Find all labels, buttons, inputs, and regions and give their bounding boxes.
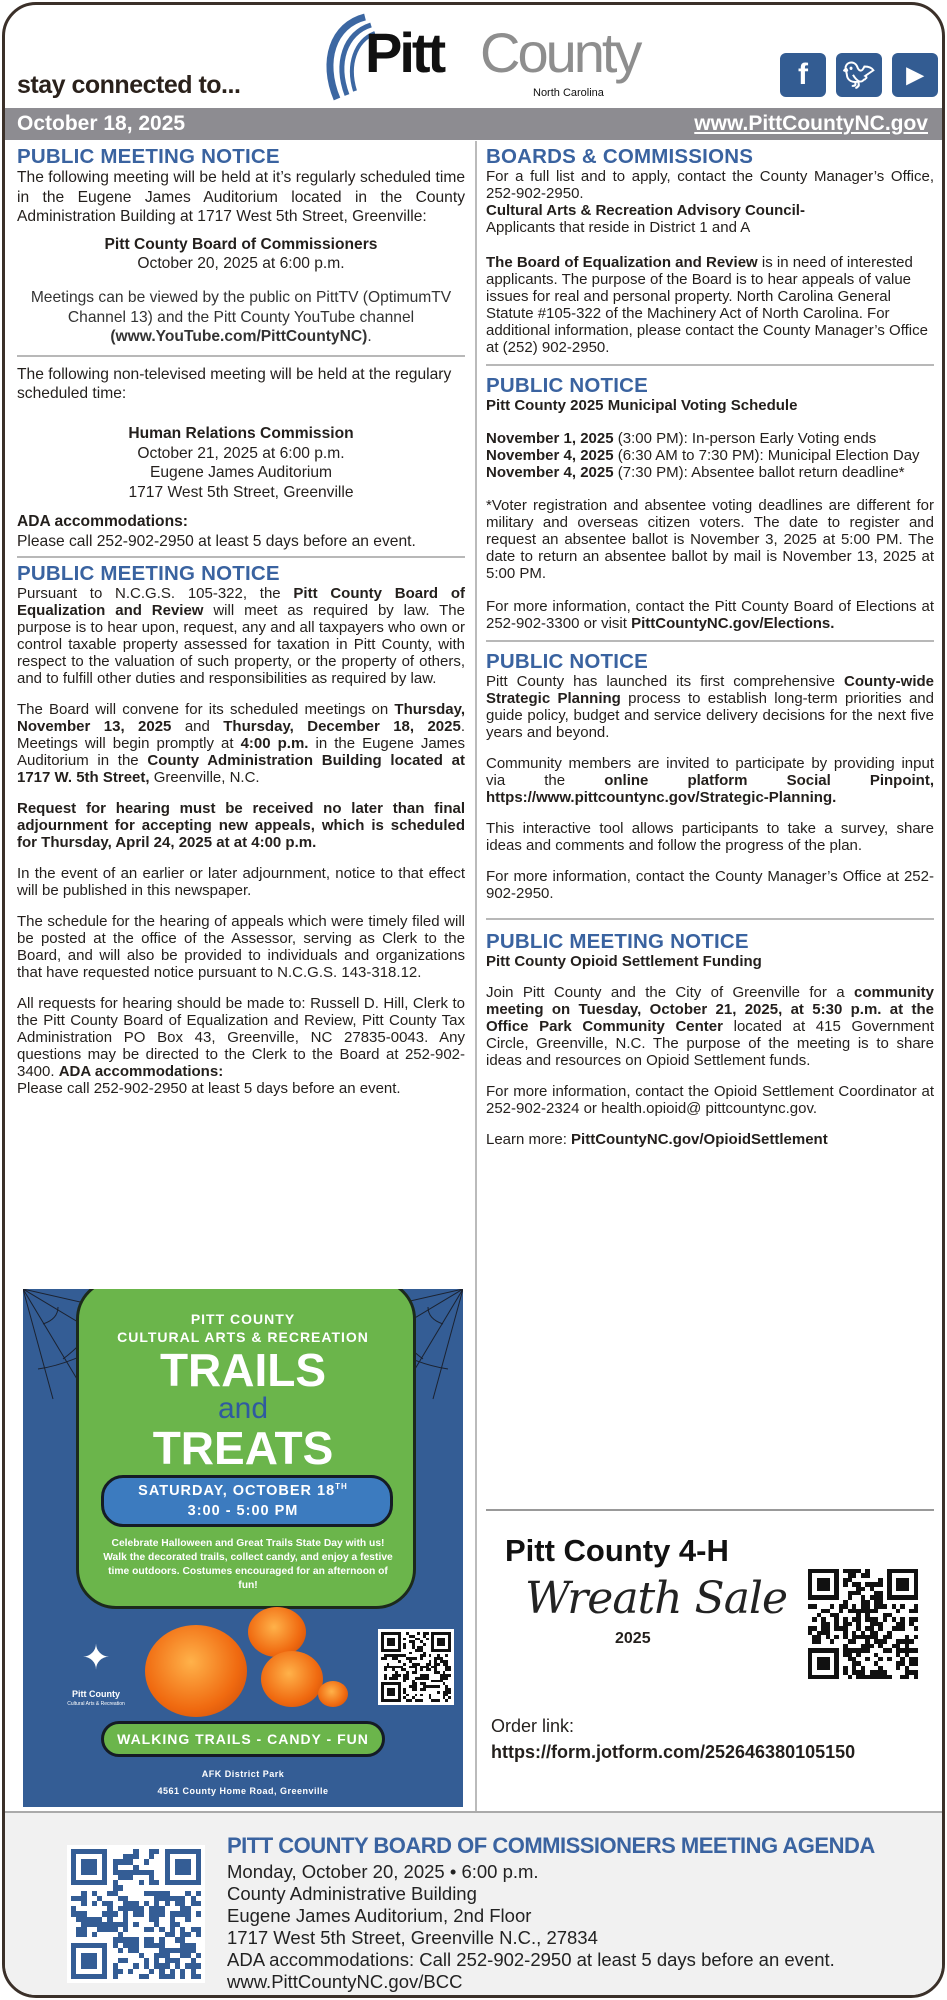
logo-state: North Carolina bbox=[533, 87, 604, 99]
t: All requests for hearing should be made to: Russell D. Hill, Clerk to the Pitt County Board of Equalization and Review, Pitt County Tax Administration PO Box 43, Greenville, NC 27835-0043. Any questions may be directed to the Clerk to the Board at 252-902-3400. bbox=[17, 994, 465, 1080]
t: Cultural Arts & Recreation Advisory Council- bbox=[486, 202, 805, 219]
tagline: stay connected to... bbox=[17, 71, 241, 99]
hrc-address: 1717 West 5th Street, Greenville bbox=[128, 483, 354, 501]
issue-date: October 18, 2025 bbox=[17, 112, 186, 135]
t: located at 415 Government Circle, Greenville, N.C. The purpose of the meeting is to share ideas and resources on Opioid Settlement funds. bbox=[486, 1018, 934, 1069]
flyer-date: SATURDAY, OCTOBER 18 bbox=[138, 1483, 336, 1499]
hrc-place: Eugene James Auditorium bbox=[149, 464, 333, 482]
section-heading: PUBLIC NOTICE bbox=[486, 650, 649, 673]
strategic-planning-link[interactable]: online platform Social Pinpoint, https://www.pittcountync.gov/Strategic-Planning. bbox=[486, 772, 934, 806]
agenda-line: Monday, October 20, 2025 • 6:00 p.m. bbox=[227, 1861, 539, 1882]
divider bbox=[17, 355, 465, 357]
section-heading: PUBLIC NOTICE bbox=[486, 374, 649, 397]
pumpkin-icon bbox=[318, 1681, 348, 1707]
ada-text: Please call 252-902-2950 at least 5 days before an event. bbox=[17, 532, 416, 550]
flyer-title-and: and bbox=[217, 1392, 269, 1425]
boards-and-commissions bbox=[486, 145, 934, 366]
qr-code[interactable] bbox=[67, 1845, 205, 1983]
t: (3:00 PM): In-person Early Voting ends bbox=[613, 430, 877, 447]
agenda-title: PITT COUNTY BOARD OF COMMISSIONERS MEETING AGENDA bbox=[227, 1833, 875, 1858]
t: The Board of Equalization and Review bbox=[486, 254, 758, 271]
t: *Voter registration and absentee voting deadlines are different for military and overseas citizen voters. The date to register and request an absentee ballot is November 3, 2025 at 5:00 PM. The date to return an absentee ballot by mail is November 13, 2025 at 5:00 PM. bbox=[486, 497, 934, 582]
divider bbox=[17, 556, 465, 558]
wreath-title: Pitt County 4-H bbox=[505, 1533, 729, 1568]
t: will meet as required by law. The purpose is to hear upon, request, any and all taxpayers who own or control taxable property assessed for taxation in Pitt County, with respect to the valuation of such property, or the property of others, and to fulfill other duties and responsibilities as required by law. bbox=[17, 601, 465, 687]
pumpkin-icon bbox=[145, 1625, 247, 1717]
pitt-county-logo[interactable] bbox=[315, 11, 645, 103]
agenda-line: County Administrative Building bbox=[227, 1883, 477, 1904]
public-meeting-notice-2 bbox=[17, 562, 465, 1097]
t: (7:30 PM): Absentee ballot return deadline* bbox=[613, 464, 905, 481]
pumpkin-icon bbox=[248, 1607, 306, 1657]
newsletter-page bbox=[2, 2, 945, 1998]
meeting-name: Pitt County Board of Commissioners bbox=[104, 235, 378, 253]
flyer-description: Celebrate Halloween and Great Trails State Day with us! Walk the decorated trails, collect candy, and enjoy a festive time outdoors. Costumes encouraged for an afternoon of fun! bbox=[103, 1538, 393, 1591]
agenda-line: ADA accommodations: Call 252-902-2950 at least 5 days before an event. bbox=[227, 1949, 835, 1970]
period: . bbox=[367, 328, 372, 346]
t: Learn more: bbox=[486, 1131, 572, 1148]
trails-and-treats-flyer bbox=[23, 1289, 463, 1807]
flyer-tagline: WALKING TRAILS - CANDY - FUN bbox=[117, 1731, 369, 1747]
twitter-icon[interactable]: 🐦︎ bbox=[836, 53, 882, 97]
t: Pitt County Board of Equalization and Review bbox=[17, 584, 465, 619]
ada-label: ADA accommodations: bbox=[17, 513, 188, 531]
order-link[interactable]: https://form.jotform.com/252646380105150 bbox=[491, 1742, 856, 1762]
youtube-link[interactable]: (www.YouTube.com/PittCountyNC) bbox=[110, 328, 368, 346]
t: The Board will convene for its scheduled meetings on bbox=[17, 700, 395, 718]
t: Join Pitt County and the City of Greenville for a bbox=[486, 984, 854, 1001]
flyer-title: TRAILS bbox=[159, 1344, 327, 1396]
divider bbox=[486, 364, 934, 366]
hearing-deadline: Request for hearing must be received no later than final adjournment for accepting new appeals, which is scheduled for Thursday, April 24, 2025 at at 4:00 p.m. bbox=[17, 799, 465, 851]
wreath-year: 2025 bbox=[615, 1630, 651, 1647]
tree-logo-icon: ✦ bbox=[81, 1639, 111, 1677]
t: ADA accommodations: bbox=[58, 1062, 224, 1080]
section-subheading: Pitt County Opioid Settlement Funding bbox=[486, 953, 762, 970]
t: (6:30 AM to 7:30 PM): Municipal Election Day bbox=[613, 447, 920, 464]
notice-intro: The following meeting will be held at it’s regularly scheduled time in the Eugene James Auditorium located in the County Administration Building at 1717 West 5th Street, Greenville: bbox=[17, 169, 465, 226]
t: November 4, 2025 bbox=[486, 447, 614, 464]
elections-link[interactable]: PittCountyNC.gov/Elections. bbox=[631, 615, 835, 632]
t: Applicants that reside in District 1 and A bbox=[486, 219, 751, 236]
flyer-org: CULTURAL ARTS & RECREATION bbox=[117, 1329, 369, 1345]
flyer-logo-name: Pitt County bbox=[72, 1689, 120, 1699]
t: For more information, contact the Opioid Settlement Coordinator at 252-902-2324 or health.opioid@ pittcountync.gov. bbox=[486, 1083, 934, 1117]
agenda-line: 1717 West 5th Street, Greenville N.C., 27834 bbox=[227, 1927, 598, 1948]
qr-code[interactable] bbox=[808, 1569, 918, 1679]
t: 4:00 p.m. bbox=[240, 734, 309, 752]
opioid-link[interactable]: PittCountyNC.gov/OpioidSettlement bbox=[571, 1131, 828, 1148]
qr-module bbox=[448, 1699, 451, 1702]
t: The schedule for the hearing of appeals which were timely filed will be posted at the office of the Assessor, serving as Clerk to the Board, and will also be provided to individuals and organizations that have requested notice pursuant to N.C.G.S. 143-318.12. bbox=[17, 912, 465, 981]
divider bbox=[486, 640, 934, 642]
viewing-text: Meetings can be viewed by the public on PittTV (OptimumTV Channel 13) and the Pitt County YouTube channel bbox=[30, 288, 452, 326]
t: in the Eugene James Auditorium in the bbox=[17, 734, 466, 769]
t: For more information, contact the Pitt County Board of Elections at 252-902-3300 or visit bbox=[486, 598, 934, 632]
t: For more information, contact the County Manager’s Office at 252-902-2950. bbox=[486, 868, 934, 902]
strategic-planning-notice bbox=[486, 650, 934, 920]
qr-code[interactable] bbox=[378, 1629, 454, 1705]
t: In the event of an earlier or later adjournment, notice to that effect will be published in this newspaper. bbox=[17, 864, 465, 899]
hrc-name: Human Relations Commission bbox=[128, 424, 354, 442]
qr-module bbox=[196, 1974, 201, 1979]
right-column bbox=[486, 145, 934, 1148]
logo-county: County bbox=[480, 21, 640, 84]
t: and bbox=[171, 717, 224, 735]
flyer-venue: AFK District Park bbox=[201, 1769, 285, 1779]
divider bbox=[486, 918, 934, 920]
t: process to establish long-term priorities and guide policy, budget and service delivery decisions for the next five years and beyond. bbox=[486, 690, 934, 741]
nontv-text: The following non-televised meeting will be held at the regulary scheduled time: bbox=[17, 365, 452, 403]
column-divider bbox=[475, 141, 477, 1811]
t: November 4, 2025 bbox=[486, 464, 614, 481]
section-heading: BOARDS & COMMISSIONS bbox=[486, 145, 754, 168]
pumpkin-icon bbox=[261, 1651, 323, 1707]
website-link[interactable]: www.PittCountyNC.gov bbox=[694, 112, 928, 135]
agenda-link[interactable]: www.PittCountyNC.gov/BCC bbox=[227, 1971, 463, 1992]
t: Pitt County has launched its first comprehensive bbox=[486, 673, 844, 690]
wreath-script-title: Wreath Sale bbox=[525, 1573, 788, 1624]
t: County-wide Strategic Planning bbox=[486, 673, 934, 707]
section-subheading: Pitt County 2025 Municipal Voting Schedule bbox=[486, 397, 798, 414]
t: Thursday, November 13, 2025 bbox=[17, 700, 465, 735]
opioid-settlement-notice bbox=[486, 930, 934, 1148]
logo-pitt: Pitt bbox=[365, 21, 444, 84]
section-heading: PUBLIC MEETING NOTICE bbox=[486, 930, 749, 953]
t: County Administration Building located at 1717 W. 5th Street, bbox=[17, 751, 465, 786]
public-meeting-notice-1 bbox=[17, 145, 465, 558]
t: November 1, 2025 bbox=[486, 430, 614, 447]
t: Pursuant to N.C.G.S. 105-322, the bbox=[17, 584, 294, 602]
t: is in need of interested applicants. The purpose of the Board is to hear appeals of value issues for real and personal property. North Carolina General Statute #105-322 of the Machinery Act of North Carolina. For additional information, please contact the County Manager’s Office at (252) 902-2950. bbox=[486, 254, 928, 356]
t: Greenville, N.C. bbox=[149, 768, 260, 786]
t: For a full list and to apply, contact the County Manager’s Office, 252-902-2950. bbox=[486, 168, 934, 202]
divider bbox=[486, 1509, 934, 1511]
footer-agenda bbox=[5, 1811, 942, 1998]
t: Community members are invited to participate by providing input via the bbox=[486, 755, 934, 789]
facebook-icon[interactable]: f bbox=[780, 53, 826, 97]
date-bar bbox=[5, 108, 942, 140]
hrc-date: October 21, 2025 at 6:00 p.m. bbox=[137, 444, 345, 462]
flyer-logo-sub: Cultural Arts & Recreation bbox=[67, 1701, 125, 1707]
section-heading: PUBLIC MEETING NOTICE bbox=[17, 561, 280, 585]
left-column bbox=[17, 145, 465, 1097]
order-label: Order link: bbox=[491, 1716, 575, 1736]
t: This interactive tool allows participants to take a survey, share ideas and comments and follow the progress of the plan. bbox=[486, 820, 934, 854]
flyer-address: 4561 County Home Road, Greenville bbox=[157, 1786, 329, 1796]
ada-text: Please call 252-902-2950 at least 5 days before an event. bbox=[17, 1079, 401, 1097]
header bbox=[5, 5, 942, 109]
voting-schedule-notice bbox=[486, 374, 934, 642]
youtube-icon[interactable]: ▶ bbox=[892, 53, 938, 97]
meeting-date: October 20, 2025 at 6:00 p.m. bbox=[137, 255, 345, 273]
qr-module bbox=[914, 1675, 918, 1679]
flyer-title: TREATS bbox=[152, 1422, 334, 1474]
flyer-time: 3:00 - 5:00 PM bbox=[187, 1503, 299, 1519]
section-heading: PUBLIC MEETING NOTICE bbox=[17, 145, 280, 168]
t: Thursday, December 18, 2025 bbox=[223, 717, 461, 735]
t: community meeting on Tuesday, October 21, 2025, at 5:30 p.m. at the Office Park Community Center bbox=[486, 984, 934, 1035]
flyer-date-sup: TH bbox=[335, 1482, 348, 1492]
t: . Meetings will begin promptly at bbox=[17, 717, 465, 752]
agenda-line: Eugene James Auditorium, 2nd Floor bbox=[227, 1905, 532, 1926]
flyer-org: PITT COUNTY bbox=[190, 1311, 296, 1327]
